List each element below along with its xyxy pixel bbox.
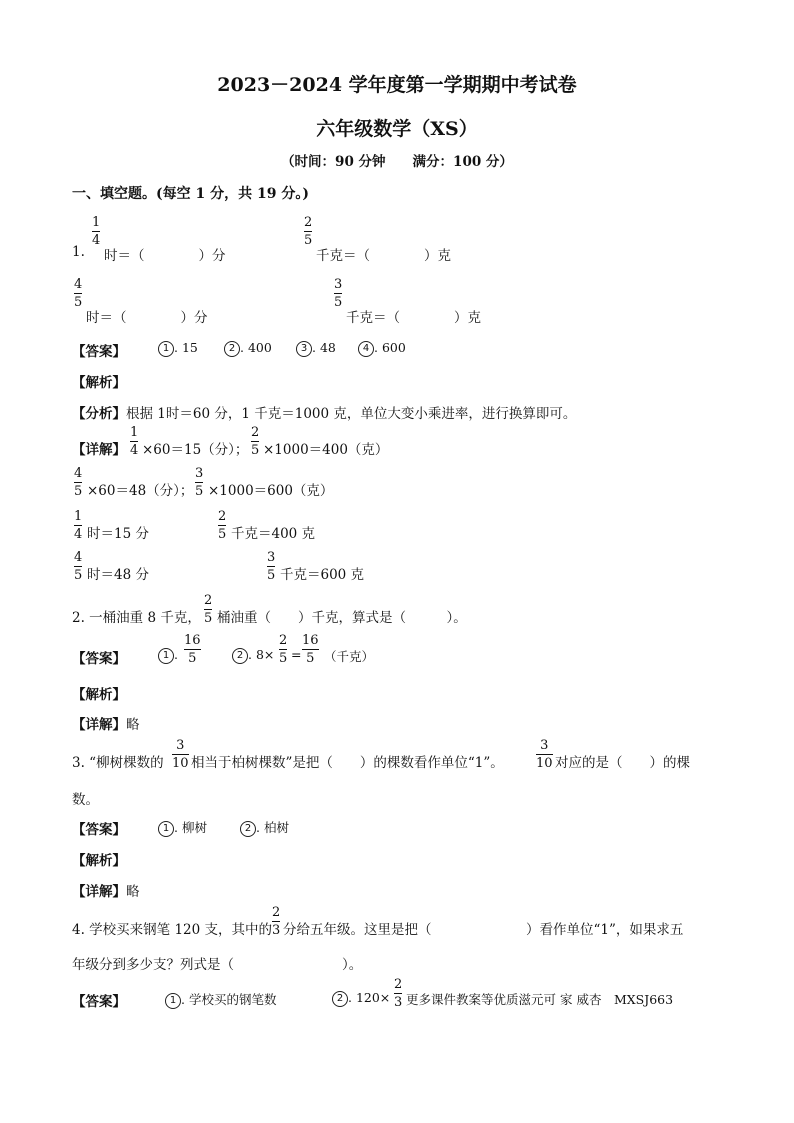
q1-answer-2: 2 . 400 bbox=[224, 340, 272, 357]
q2-answer-1-frac: 16 5 bbox=[184, 633, 201, 666]
q3-fraction-1: 3 10 bbox=[172, 738, 189, 771]
q1-detail-2b: ×1000＝600（克） bbox=[208, 483, 334, 499]
q3-analysis-label: 【解析】 bbox=[72, 853, 126, 869]
q4-text-line2: 年级分到多少支？列式是（ ）。 bbox=[72, 957, 363, 973]
q1-answer-label: 【答案】 bbox=[72, 344, 126, 360]
q1-detail-1b: ×1000＝400（克） bbox=[263, 442, 389, 458]
q1-blank-1: 时＝（ ）分 bbox=[104, 248, 226, 264]
q1-answer-3: 3 . 48 bbox=[296, 340, 336, 357]
q3-answer-2: 2 . 柏树 bbox=[240, 818, 289, 837]
q2-fraction: 2 5 bbox=[204, 593, 213, 626]
q1-result-1: 时＝15 分 bbox=[87, 526, 149, 542]
q2-text-post: 桶油重（ ）千克，算式是（ ）。 bbox=[217, 610, 467, 626]
q1-fraction-3: 4 5 bbox=[74, 277, 83, 310]
section-heading: 一、填空题。(每空 1 分，共 19 分。) bbox=[72, 186, 309, 202]
exam-subtitle: 六年级数学（XS） bbox=[316, 118, 478, 140]
q1-result-4: 千克＝600 克 bbox=[280, 567, 365, 583]
q1-detail-2a: ×60＝48（分）； bbox=[87, 483, 194, 499]
q1-detail-frac-4: 3 5 bbox=[195, 466, 204, 499]
q1-result-frac-2: 2 5 bbox=[218, 509, 227, 542]
q4-text-post: 分给五年级。这里是把（ ）看作单位“1”，如果求五 bbox=[283, 922, 684, 938]
q3-text-mid: 相当于柏树棵数”是把（ ）的棵数看作单位“1”。 bbox=[191, 755, 504, 771]
q1-answer-1: 1 . 15 bbox=[158, 340, 198, 357]
q2-answer-2-mark: 2 . 8× bbox=[232, 647, 274, 664]
exam-title: 2023－2024 学年度第一学期期中考试卷 bbox=[217, 74, 577, 96]
q3-text-pre: 3. “柳树棵数的 bbox=[72, 755, 164, 771]
q1-detail-frac-2: 2 5 bbox=[251, 425, 260, 458]
q1-fraction-1: 1 4 bbox=[92, 215, 101, 248]
q2-answer-label: 【答案】 bbox=[72, 651, 126, 667]
q2-text-pre: 2. 一桶油重 8 千克， bbox=[72, 610, 201, 626]
q2-answer-2-eq: = bbox=[291, 647, 302, 662]
watermark-text: 更多课件教案等优质滋元可 家 威杏 MXSJ663 bbox=[406, 992, 674, 1007]
q1-detail-frac-1: 1 4 bbox=[130, 425, 139, 458]
q2-detail: 【详解】略 bbox=[72, 717, 140, 733]
q1-number: 1. bbox=[72, 244, 85, 260]
q3-fraction-2: 3 10 bbox=[536, 738, 553, 771]
q2-answer-2-frac-a: 2 5 bbox=[279, 633, 288, 666]
q1-result-2: 千克＝400 克 bbox=[231, 526, 316, 542]
q1-fenxi: 【分析】根据 1时＝60 分，1 千克＝1000 克，单位大变小乘进率，进行换算即可。 bbox=[72, 406, 577, 422]
q4-answer-1: 1 . 学校买的钢笔数 bbox=[165, 990, 276, 1009]
q3-text-post: 对应的是（ ）的棵 bbox=[555, 755, 690, 771]
q1-result-frac-1: 1 4 bbox=[74, 509, 83, 542]
q2-answer-1-mark: 1 . bbox=[158, 647, 178, 664]
q1-blank-4: 千克＝（ ）克 bbox=[346, 310, 481, 326]
q3-answer-1: 1 . 柳树 bbox=[158, 818, 207, 837]
q4-text-pre: 4. 学校买来钢笔 120 支，其中的 bbox=[72, 922, 273, 938]
q1-blank-3: 时＝（ ）分 bbox=[86, 310, 208, 326]
q1-detail-1a: ×60＝15（分）； bbox=[142, 442, 249, 458]
q1-fraction-4: 3 5 bbox=[334, 277, 343, 310]
q4-answer-label: 【答案】 bbox=[72, 994, 126, 1010]
q3-detail: 【详解】略 bbox=[72, 884, 140, 900]
q1-result-frac-3: 4 5 bbox=[74, 550, 83, 583]
q1-fraction-2: 2 5 bbox=[304, 215, 313, 248]
q1-result-3: 时＝48 分 bbox=[87, 567, 149, 583]
exam-time-score: （时间：90 分钟 满分：100 分） bbox=[281, 154, 513, 170]
q2-answer-2-unit: （千克） bbox=[324, 649, 375, 664]
q1-blank-2: 千克＝（ ）克 bbox=[316, 248, 451, 264]
q4-answer-2: 2 . 120× bbox=[332, 990, 390, 1007]
q1-result-frac-4: 3 5 bbox=[267, 550, 276, 583]
q2-answer-2-frac-b: 16 5 bbox=[302, 633, 319, 666]
q3-text-line2: 数。 bbox=[72, 792, 99, 808]
q1-detail-label: 【详解】 bbox=[72, 442, 126, 458]
q1-detail-frac-3: 4 5 bbox=[74, 466, 83, 499]
q4-fraction: 2 3 bbox=[272, 905, 281, 938]
q3-answer-label: 【答案】 bbox=[72, 822, 126, 838]
q1-answer-4: 4 . 600 bbox=[358, 340, 406, 357]
q4-answer-2-frac: 2 3 bbox=[394, 977, 403, 1010]
q2-analysis-label: 【解析】 bbox=[72, 687, 126, 703]
q1-analysis-label: 【解析】 bbox=[72, 375, 126, 391]
